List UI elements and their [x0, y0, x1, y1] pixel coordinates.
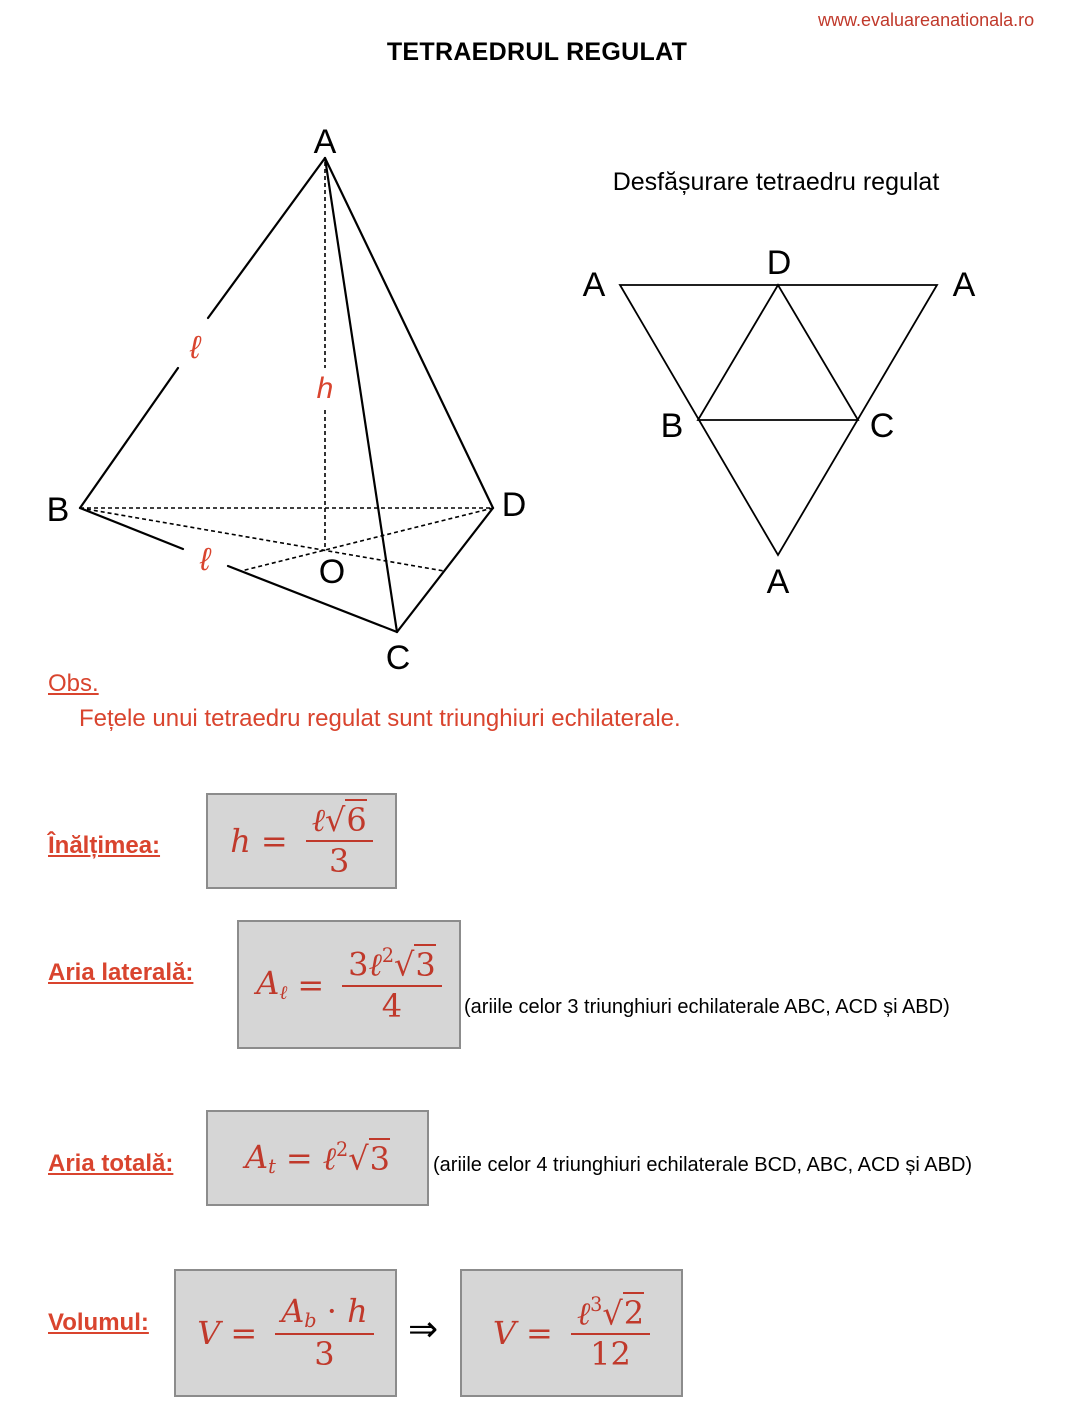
height-num-rad: 6	[346, 800, 367, 839]
edge-bc-left	[80, 508, 183, 549]
vertex-a-label: A	[313, 123, 337, 161]
net-label-a-bottom: A	[766, 563, 790, 601]
net-figure	[560, 150, 1060, 610]
edge-label-ab: ℓ	[189, 329, 201, 365]
page-title: TETRAEDRUL REGULAT	[386, 38, 688, 66]
net-label-a-left: A	[582, 266, 606, 304]
net-inner-triangle	[698, 285, 858, 420]
volume-num-h: h	[347, 1291, 368, 1330]
volume-num-a: A	[281, 1291, 305, 1330]
center-o-label: O	[318, 553, 346, 591]
site-url[interactable]: www.evaluareanationala.ro	[818, 10, 1035, 30]
volume-formula-box: V = $\frac{A_b \cdot h}{3}$	[174, 1269, 397, 1397]
edge-cd	[397, 508, 493, 632]
volume-num-sub: b	[304, 1308, 317, 1332]
volume-fraction: $\frac{A_b \cdot h}{3}$	[275, 1294, 374, 1372]
volume-lhs2: V	[492, 1314, 516, 1352]
vertex-b-label: B	[46, 491, 70, 529]
net-label-d: D	[766, 244, 792, 282]
edge-label-bc: ℓ	[199, 541, 211, 577]
edge-ab-upper	[208, 158, 325, 318]
median-from-d	[241, 508, 493, 571]
height-den: 3	[329, 842, 350, 880]
net-title: Desfășurare tetraedru regulat	[612, 168, 940, 196]
total-area-note: (ariile celor 4 triunghiuri echilaterale BCD, ABC, ACD și ABD)	[433, 1154, 973, 1176]
edge-bc-right	[228, 566, 397, 632]
height-num-l: ℓ	[311, 800, 325, 839]
lateral-num-rad: 3	[415, 945, 436, 984]
lateral-num-coef: 3	[348, 945, 369, 984]
tetrahedron-figure	[0, 0, 560, 680]
net-label-c: C	[869, 407, 895, 445]
lateral-num-l: ℓ	[368, 945, 382, 984]
volume-den: 3	[314, 1334, 335, 1373]
height-formula-label: Înălțimea:	[48, 832, 161, 859]
total-rhs: ℓ$^2$√3	[322, 1138, 390, 1178]
observation-label: Obs.	[48, 670, 99, 697]
net-label-a-right: A	[952, 266, 976, 304]
total-lhs: $A_t$	[245, 1138, 276, 1178]
volume-num2-l: ℓ	[576, 1294, 591, 1333]
volume-label: Volumul:	[48, 1309, 149, 1336]
total-area-label: Aria totală:	[48, 1150, 174, 1177]
lateral-area-label: Aria laterală:	[48, 959, 194, 986]
height-label: h	[316, 372, 334, 405]
vertex-c-label: C	[385, 639, 411, 677]
volume-result-fraction: $\frac{\ell^3√2}{12}$	[571, 1294, 650, 1373]
edge-ab-lower	[80, 368, 178, 508]
height-formula-box: h = $\frac{\text{ℓ√6}}{3}$	[206, 793, 397, 889]
lateral-den: 4	[381, 986, 403, 1025]
volume-num2-exp: 3	[590, 1292, 603, 1316]
observation-text: Fețele unui tetraedru regulat sunt triunghiuri echilaterale.	[79, 705, 681, 732]
edge-ad	[325, 158, 493, 508]
vertex-d-label: D	[501, 486, 527, 524]
lateral-area-note: (ariile celor 3 triunghiuri echilaterale ABC, ACD și ABD)	[464, 996, 950, 1018]
volume-num2-rad: 2	[623, 1294, 645, 1333]
total-area-box: $A_t$ = ℓ$^2$√3	[206, 1110, 429, 1206]
lateral-fraction: $\frac{3\ell^2√3}{4}$	[342, 945, 442, 1024]
median-from-b	[80, 508, 444, 571]
height-lhs: h	[230, 822, 251, 860]
lateral-num-exp: 2	[381, 944, 395, 968]
lateral-area-box: $A_\ell$ = $\frac{3\ell^2√3}{4}$	[237, 920, 461, 1049]
implies-arrow: ⇒	[408, 1309, 439, 1350]
lateral-lhs: $A_\ell$	[256, 964, 288, 1004]
volume-result-box: V = $\frac{\ell^3√2}{12}$	[460, 1269, 683, 1397]
net-label-b: B	[660, 407, 684, 445]
volume-lhs: V	[197, 1314, 221, 1352]
height-fraction: $\frac{\text{ℓ√6}}{3}$	[306, 803, 373, 879]
volume-den2: 12	[590, 1335, 631, 1374]
